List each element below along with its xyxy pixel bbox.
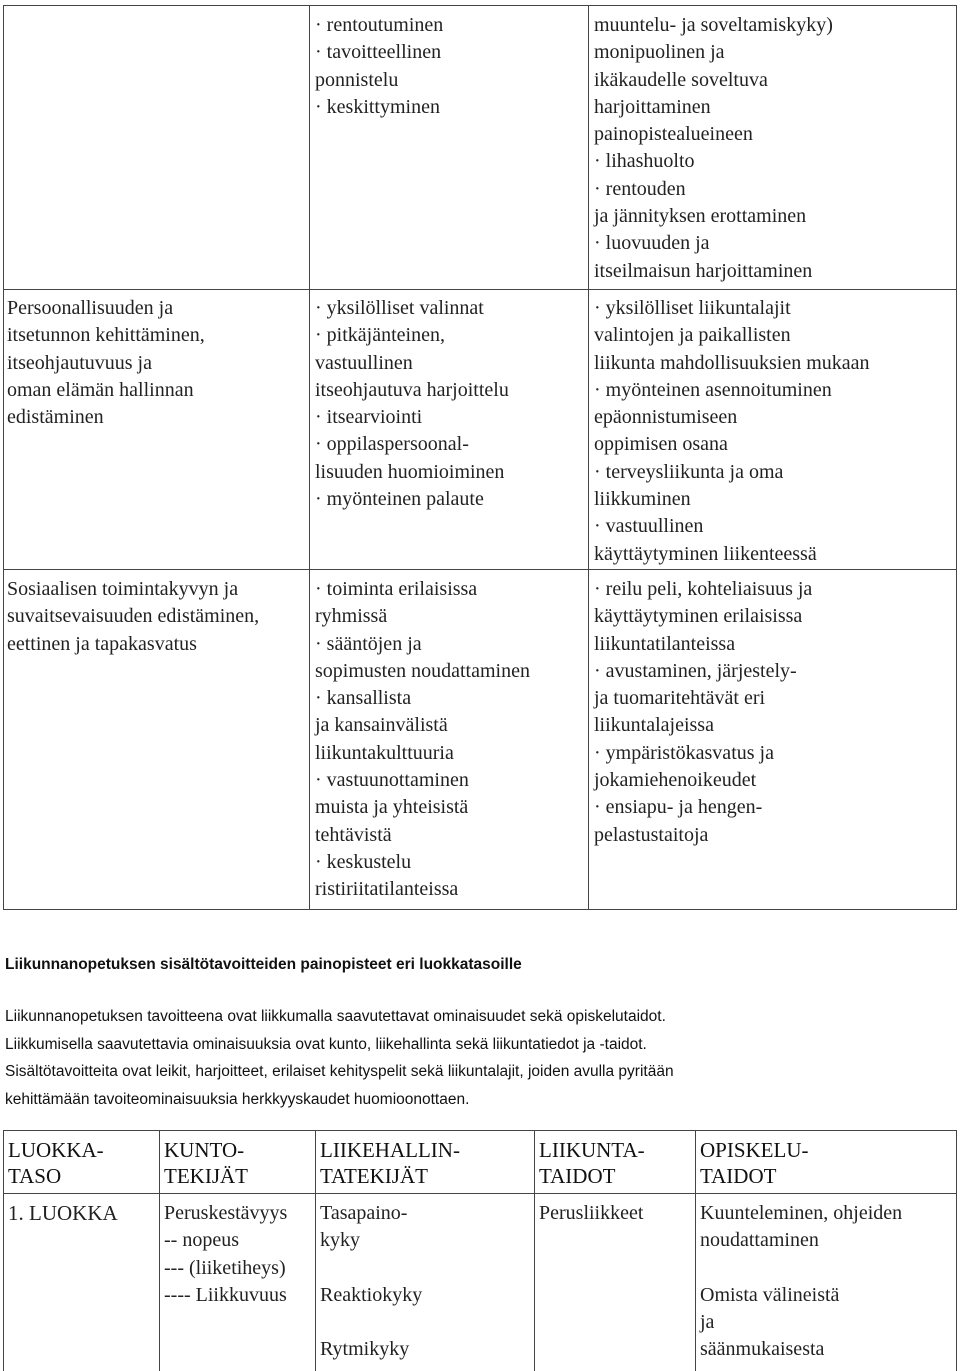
- liikehallinta-cell: [320, 1200, 422, 1364]
- column-divider: [534, 1130, 535, 1371]
- text-line: · myönteinen palaute: [315, 488, 484, 511]
- text-line: ja: [700, 1311, 715, 1334]
- text-line: ja tuomaritehtävät eri: [594, 687, 766, 710]
- text-line: Sosiaalisen toimintakyvyn ja: [7, 578, 239, 600]
- intro-paragraph: [5, 1003, 674, 1113]
- text-line: Kuunteleminen, ohjeiden: [700, 1202, 903, 1224]
- text-line: · pitkäjänteinen,: [315, 324, 445, 347]
- text-line: · sääntöjen ja: [315, 632, 422, 655]
- opiskelutaidot-cell: [700, 1200, 902, 1364]
- text-line: · ympäristökasvatus ja: [594, 741, 774, 764]
- row3-col3-cell: [594, 576, 812, 849]
- text-line: ikäkaudelle soveltuva: [594, 68, 768, 91]
- header-line: KUNTO-: [164, 1138, 245, 1162]
- text-line: ponnistelu: [315, 68, 399, 91]
- section-title: Liikunnanopetuksen sisältötavoitteiden painopisteet eri luokkatasoille: [5, 956, 522, 973]
- row3-col1-cell: [7, 576, 259, 658]
- column-divider: [588, 5, 589, 910]
- text-line: käyttäytyminen liikenteessä: [594, 542, 817, 565]
- header-luokkataso: [8, 1137, 104, 1189]
- text-line: itseohjautuvuus ja: [7, 351, 152, 374]
- text-line: liikunta mahdollisuuksien mukaan: [594, 351, 870, 374]
- header-liikehallintatekijat: [320, 1137, 460, 1189]
- text-line: · rentouden: [594, 177, 686, 200]
- text-line: oppimisen osana: [594, 433, 728, 456]
- text-line: noudattaminen: [700, 1229, 819, 1252]
- text-line: lisuuden huomioiminen: [315, 460, 505, 483]
- paragraph-line: Liikunnanopetuksen tavoitteena ovat liikkumalla saavutettavat ominaisuudet sekä opiskelutaidot.: [5, 1008, 666, 1025]
- header-divider: [3, 1193, 957, 1194]
- text-line: tehtävistä: [315, 823, 392, 846]
- row-divider: [3, 569, 957, 570]
- table-border-top: [3, 1130, 957, 1131]
- text-line: itsetunnon kehittäminen,: [7, 324, 205, 347]
- header-line: LUOKKA-: [8, 1138, 104, 1162]
- row-divider: [3, 289, 957, 290]
- text-line: ---- Liikkuvuus: [164, 1283, 287, 1306]
- text-line: Rytmikyky: [320, 1338, 410, 1361]
- header-line: TASO: [8, 1164, 62, 1188]
- text-line: itseohjautuva harjoittelu: [315, 378, 509, 401]
- text-line: pelastustaitoja: [594, 823, 709, 846]
- text-line: säänmukaisesta: [700, 1338, 825, 1361]
- row1-col2-cell: [315, 12, 443, 121]
- text-line: · terveysliikunta ja oma: [594, 460, 784, 483]
- text-line: sopimusten noudattaminen: [315, 659, 530, 682]
- row3-col2-cell: [315, 576, 530, 904]
- text-line: edistäminen: [7, 406, 104, 429]
- text-line: käyttäytyminen erilaisissa: [594, 605, 803, 628]
- table-border-top: [3, 5, 957, 6]
- text-line: liikuntatilanteissa: [594, 632, 736, 655]
- goals-table: [3, 5, 957, 910]
- text-line: · keskustelu: [315, 850, 412, 873]
- text-line: · avustaminen, järjestely-: [594, 659, 797, 682]
- text-line: · kansallista: [315, 687, 412, 710]
- text-line: epäonnistumiseen: [594, 406, 738, 429]
- text-line: muista ja yhteisistä: [315, 796, 469, 819]
- paragraph-line: kehittämään tavoiteominaisuuksia herkkyyskaudet huomioonottaen.: [5, 1090, 470, 1108]
- text-line: · rentoutuminen: [315, 14, 444, 36]
- text-line: Omista välineistä: [700, 1283, 840, 1306]
- text-line: · itsearviointi: [315, 406, 423, 429]
- text-line: itseilmaisun harjoittaminen: [594, 259, 813, 282]
- header-line: TATEKIJÄT: [320, 1164, 428, 1188]
- header-kuntotekijat: [164, 1137, 248, 1189]
- text-line: ja jännityksen erottaminen: [594, 205, 807, 228]
- text-line: liikuntakulttuuria: [315, 741, 454, 764]
- text-line: · lihashuolto: [594, 150, 695, 173]
- text-line: · toiminta erilaisissa: [315, 578, 478, 600]
- column-divider: [695, 1130, 696, 1371]
- grade-cell: [8, 1200, 118, 1227]
- text-line: oman elämän hallinnan: [7, 378, 194, 401]
- row2-col1-cell: [7, 295, 205, 431]
- liikuntataidot-cell: [539, 1200, 643, 1227]
- header-line: LIIKUNTA-: [539, 1138, 645, 1162]
- text-line: · oppilaspersoonal-: [315, 433, 469, 456]
- text-line: Reaktiokyky: [320, 1283, 423, 1306]
- text-line: muuntelu- ja soveltamiskyky): [594, 14, 833, 36]
- column-divider: [309, 5, 310, 910]
- table-border-bottom: [3, 909, 957, 910]
- row2-col2-cell: [315, 295, 509, 513]
- text-line: · vastuullinen: [594, 515, 704, 538]
- header-line: TEKIJÄT: [164, 1164, 248, 1188]
- text-line: · luovuuden ja: [594, 232, 710, 255]
- row1-col3-cell: [594, 12, 833, 285]
- text-line: · yksilölliset liikuntalajit: [594, 297, 791, 319]
- header-opiskelutaidot: [700, 1137, 809, 1189]
- text-line: eettinen ja tapakasvatus: [7, 632, 197, 655]
- text-line: valintojen ja paikallisten: [594, 324, 791, 347]
- header-liikuntataidot: [539, 1137, 645, 1189]
- text-line: monipuolinen ja: [594, 41, 725, 64]
- text-line: kyky: [320, 1229, 360, 1252]
- header-line: TAIDOT: [700, 1164, 777, 1188]
- text-line: · reilu peli, kohteliaisuus ja: [594, 578, 813, 600]
- text-line: suvaitsevaisuuden edistäminen,: [7, 605, 260, 628]
- text-line: Peruskestävyys: [164, 1202, 288, 1224]
- text-line: · ensiapu- ja hengen-: [594, 796, 763, 819]
- grade-table: [3, 1130, 957, 1371]
- text-line: · yksilölliset valinnat: [315, 297, 484, 319]
- grade-label: 1. LUOKKA: [8, 1201, 118, 1225]
- text-line: ja kansainvälistä: [315, 714, 448, 737]
- table-border-left: [3, 1130, 4, 1371]
- table-border-right: [956, 5, 957, 910]
- text-line: vastuullinen: [315, 351, 413, 374]
- paragraph-line: Liikkumisella saavutettavia ominaisuuksia ovat kunto, liikehallinta sekä liikuntatiedot ja -taidot.: [5, 1035, 647, 1053]
- table-border-left: [3, 5, 4, 910]
- text-line: · tavoitteellinen: [315, 41, 442, 64]
- row2-col3-cell: [594, 295, 870, 568]
- header-line: LIIKEHALLIN-: [320, 1138, 460, 1162]
- text-line: liikuntalajeissa: [594, 714, 714, 737]
- text-line: painopistealueineen: [594, 123, 753, 146]
- column-divider: [315, 1130, 316, 1371]
- text-line: Perusliikkeet: [539, 1202, 644, 1224]
- kunto-cell: [164, 1200, 287, 1309]
- text-line: jokamiehenoikeudet: [594, 769, 757, 792]
- text-line: liikkuminen: [594, 488, 691, 511]
- table-border-right: [956, 1130, 957, 1371]
- text-line: -- nopeus: [164, 1229, 239, 1252]
- column-divider: [159, 1130, 160, 1371]
- header-line: TAIDOT: [539, 1164, 616, 1188]
- text-line: · myönteinen asennoituminen: [594, 378, 832, 401]
- text-line: · keskittyminen: [315, 95, 440, 118]
- text-line: harjoittaminen: [594, 95, 711, 118]
- text-line: · vastuunottaminen: [315, 769, 469, 792]
- text-line: ryhmissä: [315, 605, 388, 628]
- text-line: --- (liiketiheys): [164, 1256, 286, 1279]
- text-line: [320, 1309, 422, 1336]
- text-line: [700, 1255, 902, 1282]
- text-line: Persoonallisuuden ja: [7, 297, 174, 319]
- paragraph-line: Sisältötavoitteita ovat leikit, harjoitteet, erilaiset kehityspelit sekä liikuntalajit, joiden avulla pyritään: [5, 1063, 674, 1080]
- text-line: [320, 1255, 422, 1282]
- text-line: Tasapaino-: [320, 1202, 408, 1224]
- header-line: OPISKELU-: [700, 1138, 809, 1162]
- text-line: ristiriitatilanteissa: [315, 878, 459, 901]
